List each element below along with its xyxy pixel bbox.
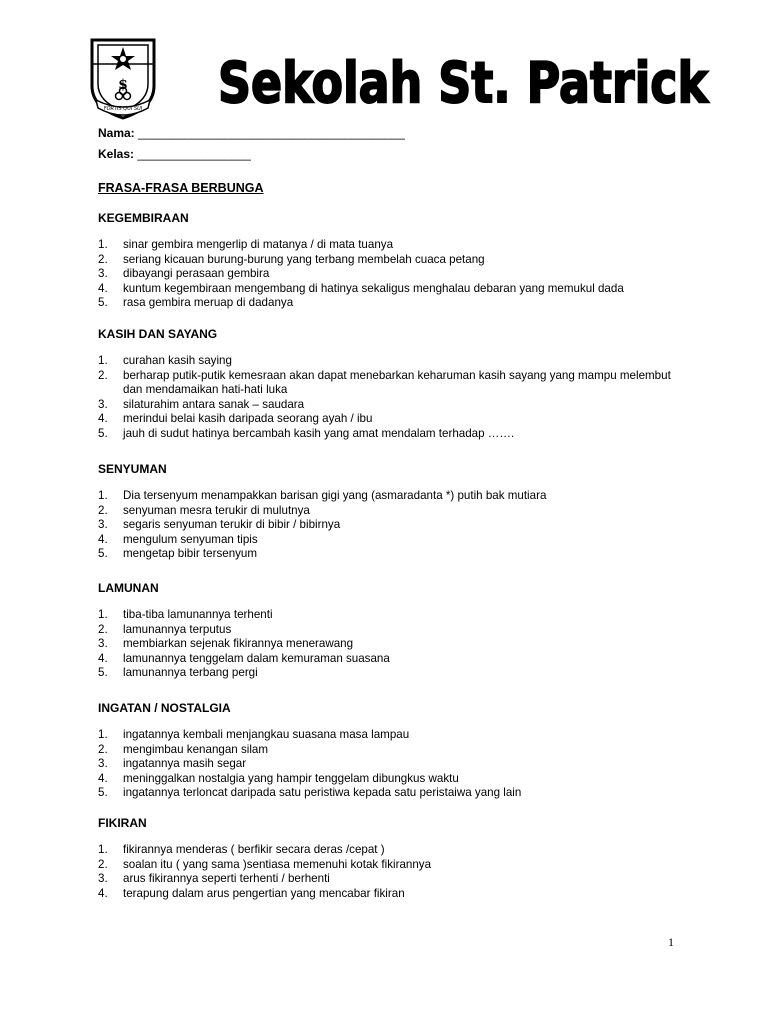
school-name-heading (218, 44, 708, 114)
list-item: 5. ingatannya terloncat daripada satu peristiwa kepada satu peristaiwa yang lain (98, 786, 522, 800)
name-blank-line: ________________________________________ (138, 126, 405, 140)
list-item: 2. soalan itu ( yang sama )sentiasa memenuhi kotak fikirannya (98, 857, 432, 871)
class-blank-line: _________________ (137, 147, 251, 161)
list-item: 5. lamunannya terbang pergi (98, 666, 258, 680)
section-heading: INGATAN / NOSTALGIA (98, 701, 231, 715)
list-item: 4. mengulum senyuman tipis (98, 532, 258, 546)
section-lamunan (98, 581, 678, 681)
list-item: 4. kuntum kegembiraan mengembang di hatinya sekaligus menghalau debaran yang memukul dada (98, 281, 624, 295)
list-item: 1. curahan kasih saying (98, 354, 232, 367)
phrase-list (98, 489, 678, 562)
list-item: 3. arus fikirannya seperti terhenti / berhenti (98, 872, 330, 886)
document-title: FRASA-FRASA BERBUNGA (98, 181, 264, 195)
list-item: 1. ingatannya kembali menjangkau suasana masa lampau (98, 728, 410, 741)
section-kasih-dan-sayang (98, 327, 678, 442)
list-item: 2. seriang kicauan burung-burung yang terbang membelah cuaca petang (98, 252, 485, 266)
list-item: 5. mengetap bibir tersenyum (98, 547, 258, 561)
name-label: Nama: (98, 126, 135, 140)
section-heading: KASIH DAN SAYANG (98, 327, 218, 341)
list-item: 1. fikirannya menderas ( berfikir secara deras /cepat ) (98, 843, 385, 856)
list-item: 4. lamunannya tenggelam dalam kemuraman suasana (98, 651, 390, 665)
section-heading: KEGEMBIRAAN (98, 211, 189, 225)
list-item: 1. Dia tersenyum menampakkan barisan gigi yang (asmaradanta *) putih bak mutiara (98, 489, 547, 502)
section-senyuman (98, 462, 678, 562)
list-item: 2. lamunannya terputus (98, 622, 232, 636)
list-item: 2. mengimbau kenangan silam (98, 742, 269, 756)
svg-text:Sekolah St. Patrick: Sekolah St. Patrick (218, 51, 710, 116)
section-kegembiraan (98, 211, 678, 311)
list-item: 4. meninggalkan nostalgia yang hampir tenggelam dibungkus waktu (98, 771, 459, 785)
list-item: 1. tiba-tiba lamunannya terhenti (98, 608, 273, 621)
phrase-list (98, 608, 678, 681)
phrase-list (98, 238, 678, 311)
list-item: 2. berharap putik-putik kemesraan akan dapat menebarkan keharuman kasih sayang yang mampu melembut dan mendamaikan hati-hati luka (98, 368, 671, 397)
list-item: 2. senyuman mesra terukir di mulutnya (98, 503, 310, 517)
class-field (98, 147, 251, 161)
list-item: 5. jauh di sudut hatinya bercambah kasih yang amat mendalam terhadap ……. (98, 426, 515, 440)
class-label: Kelas: (98, 147, 135, 161)
list-item: 5. rasa gembira meruap di dadanya (98, 296, 294, 310)
list-item: 3. membiarkan sejenak fikirannya menerawang (98, 637, 354, 651)
list-item: 4. merindui belai kasih daripada seorang ayah / ibu (98, 412, 373, 426)
list-item: 3. silaturahim antara sanak – saudara (98, 397, 305, 411)
list-item: 3. ingatannya masih segar (98, 757, 247, 771)
page-number: 1 (668, 935, 674, 949)
list-item: 3. dibayangi perasaan gembira (98, 267, 270, 281)
list-item: 4. terapung dalam arus pengertian yang mencabar fikiran (98, 886, 405, 900)
section-heading: LAMUNAN (98, 581, 159, 595)
section-ingatan-nostalgia (98, 701, 678, 801)
list-item: 1. sinar gembira mengerlip di matanya / di mata tuanya (98, 238, 394, 251)
list-item: 3. segaris senyuman terukir di bibir / bibirnya (98, 518, 341, 532)
section-fikiran (98, 816, 678, 901)
section-heading: SENYUMAN (98, 462, 167, 476)
phrase-list (98, 843, 678, 901)
name-field (98, 126, 405, 140)
svg-text:FORTIS QUI SUI: FORTIS QUI SUI (103, 106, 143, 112)
school-crest-logo (88, 34, 158, 120)
phrase-list (98, 354, 678, 442)
section-heading: FIKIRAN (98, 816, 147, 830)
svg-text:$: $ (118, 77, 128, 93)
phrase-list (98, 728, 678, 801)
